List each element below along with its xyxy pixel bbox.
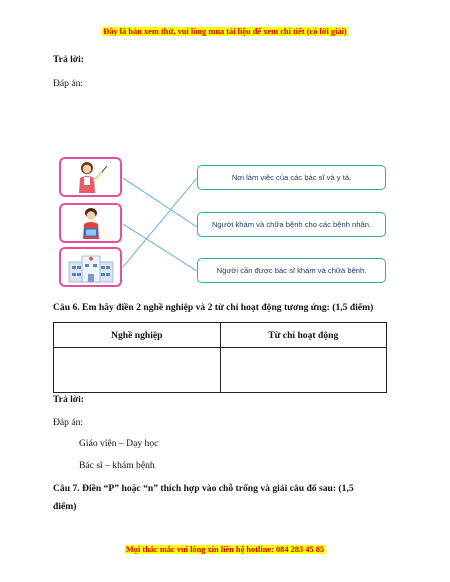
- question-7: Câu 7. Điền “P” hoặc “n” thích hợp vào chỗ trống và giải câu đố sau: (1,5: [53, 483, 354, 494]
- match-answer-box: Người cần được bác sĩ khám và chữa bệnh.: [197, 258, 386, 283]
- table-header-activity: Từ chỉ hoạt động: [220, 323, 387, 348]
- match-line: [123, 178, 197, 227]
- answer-table: [53, 322, 387, 393]
- answer-label: Đáp án:: [53, 417, 84, 428]
- answer-heading: Trả lời:: [53, 54, 84, 65]
- answer-line: Giáo viên – Dạy học: [79, 438, 159, 449]
- match-answer-box: Nơi làm việc của các bác sĩ và y tá.: [197, 165, 386, 190]
- answer-label: Đáp án:: [53, 78, 84, 89]
- teacher-card: [59, 157, 122, 197]
- question-6: Câu 6. Em hãy điền 2 nghề nghiệp và 2 từ chỉ hoạt động tương ứng: (1,5 điểm): [53, 302, 374, 313]
- match-answer-box: Người khám và chữa bệnh cho các bệnh nhân.: [197, 212, 386, 237]
- match-line: [123, 224, 197, 271]
- preview-notice-banner: Đây là bản xem thử, vui lòng mua tài liệu để xem chi tiết (có lời giải): [103, 27, 347, 36]
- teacher-icon: [69, 160, 113, 194]
- answer-line: Bác sĩ – khám bệnh: [79, 460, 155, 471]
- answer-heading: Trả lời:: [53, 394, 84, 405]
- hospital-icon: [66, 250, 116, 284]
- match-line: [123, 178, 197, 267]
- student-card: [59, 203, 122, 243]
- hotline-banner: Mọi thắc mắc vui lòng xin liên hệ hotline: 084 283 45 85: [125, 545, 325, 554]
- table-cell-occupation: [54, 348, 221, 393]
- table-header-occupation: Nghề nghiệp: [54, 323, 221, 348]
- hospital-card: [59, 247, 122, 287]
- table-cell-activity: [220, 348, 387, 393]
- student-icon: [69, 206, 113, 240]
- question-7-continued: điểm): [53, 501, 77, 512]
